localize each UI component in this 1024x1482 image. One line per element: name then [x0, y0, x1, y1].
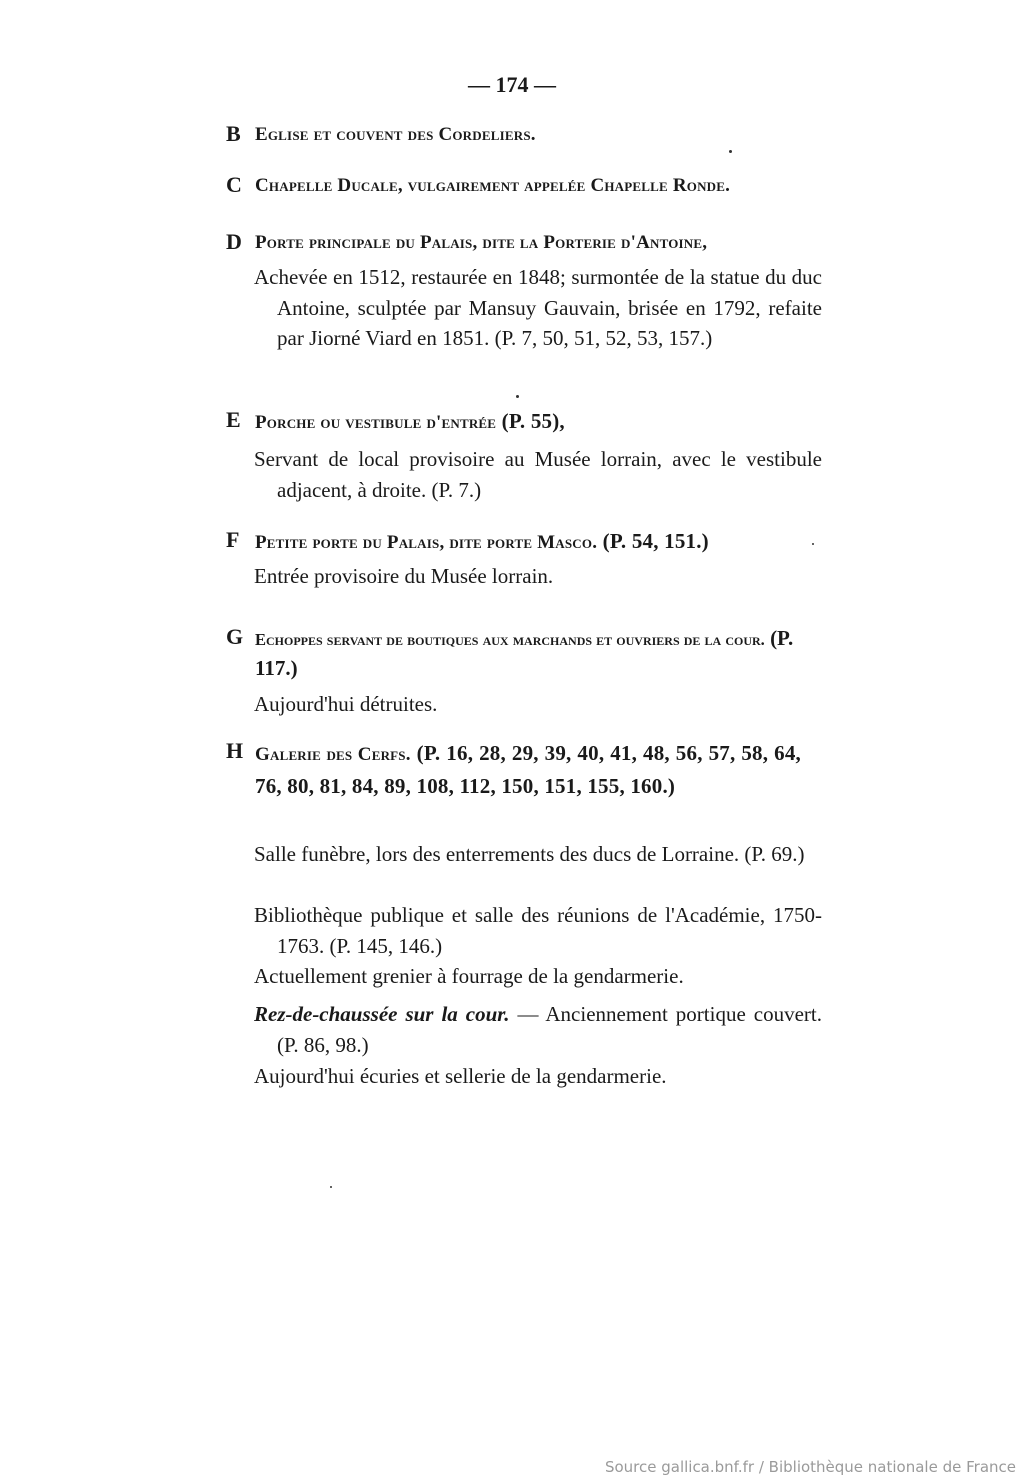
entry-title: [255, 527, 801, 557]
entry-g: [226, 624, 801, 684]
entry-title-text: Galerie des Cerfs.: [255, 744, 411, 765]
entry-b: [226, 121, 801, 149]
entry-f-text: Entrée provisoire du Musée lorrain.: [254, 564, 554, 588]
entry-h-text-1: Salle funèbre, lors des enterrements des ducs de Lorraine. (P. 69.): [254, 842, 805, 866]
entry-h-text-4: [254, 999, 822, 1060]
source-attribution: Source gallica.bnf.fr / Bibliothèque nationale de France: [604, 1458, 1016, 1476]
entry-letter: D: [226, 229, 242, 254]
entry-title: [255, 407, 801, 437]
entry-title: [255, 624, 801, 684]
entry-h-text-3: Actuellement grenier à fourrage de la gendarmerie.: [254, 964, 684, 988]
entry-title-text: Echoppes servant de boutiques aux marchands et ouvriers de la cour.: [255, 630, 765, 649]
entry-title-text: Petite porte du Palais, dite porte Masco.: [255, 532, 598, 553]
entry-title: Eglise et couvent des Cordeliers.: [255, 124, 536, 145]
entry-title-text: Porche ou vestibule d'entrée: [255, 412, 497, 433]
entry-f: [226, 527, 801, 557]
speck: [729, 150, 732, 153]
speck: [330, 1186, 332, 1188]
entry-d: [226, 229, 801, 257]
speck: [812, 543, 814, 545]
entry-h-text-4-rest: — Anciennement portique couvert. (P. 86, 98.): [277, 1002, 822, 1057]
entry-g-text: Aujourd'hui détruites.: [254, 692, 438, 716]
entry-h: [226, 738, 801, 803]
entry-letter: F: [226, 527, 240, 552]
entry-h-text-2: Bibliothèque publique et salle des réunions de l'Académie, 1750-1763. (P. 145, 146.): [254, 903, 822, 958]
speck: [516, 395, 519, 398]
entry-c: [226, 172, 801, 200]
entry-e: [226, 407, 801, 437]
italic-heading: Rez-de-chaussée sur la cour.: [254, 1002, 510, 1026]
entry-d-text: Achevée en 1512, restaurée en 1848; surmontée de la statue du duc Antoine, sculptée par Mansuy Gauvain, brisée en 1792, refaite par Jiorné Viard en 1851. (P. 7, 50, 51, 52, 53, 157.): [254, 265, 822, 350]
entry-title: [255, 738, 801, 803]
entry-title: Chapelle Ducale, vulgairement appelée Chapelle Ronde.: [255, 175, 731, 196]
entry-page-ref: (P. 117.): [255, 626, 794, 680]
entry-page-ref: (P. 16, 28, 29, 39, 40, 41, 48, 56, 57, 58, 64, 76, 80, 81, 84, 89, 108, 112, 150, 151, 155, 160.): [255, 741, 801, 798]
entry-title: Porte principale du Palais, dite la Porterie d'Antoine,: [255, 232, 708, 253]
entry-page-ref: (P. 55),: [496, 409, 565, 433]
entry-letter: C: [226, 172, 242, 197]
entry-letter: B: [226, 121, 241, 146]
entry-letter: E: [226, 407, 241, 432]
entry-letter: H: [226, 738, 244, 763]
entry-page-ref: (P. 54, 151.): [597, 529, 709, 553]
entry-h-text-5: Aujourd'hui écuries et sellerie de la gendarmerie.: [254, 1064, 667, 1088]
page-number: — 174 —: [468, 72, 556, 97]
entry-letter: G: [226, 624, 244, 649]
entry-e-text: Servant de local provisoire au Musée lorrain, avec le vestibule adjacent, à droite. (P. 7.): [254, 447, 822, 502]
